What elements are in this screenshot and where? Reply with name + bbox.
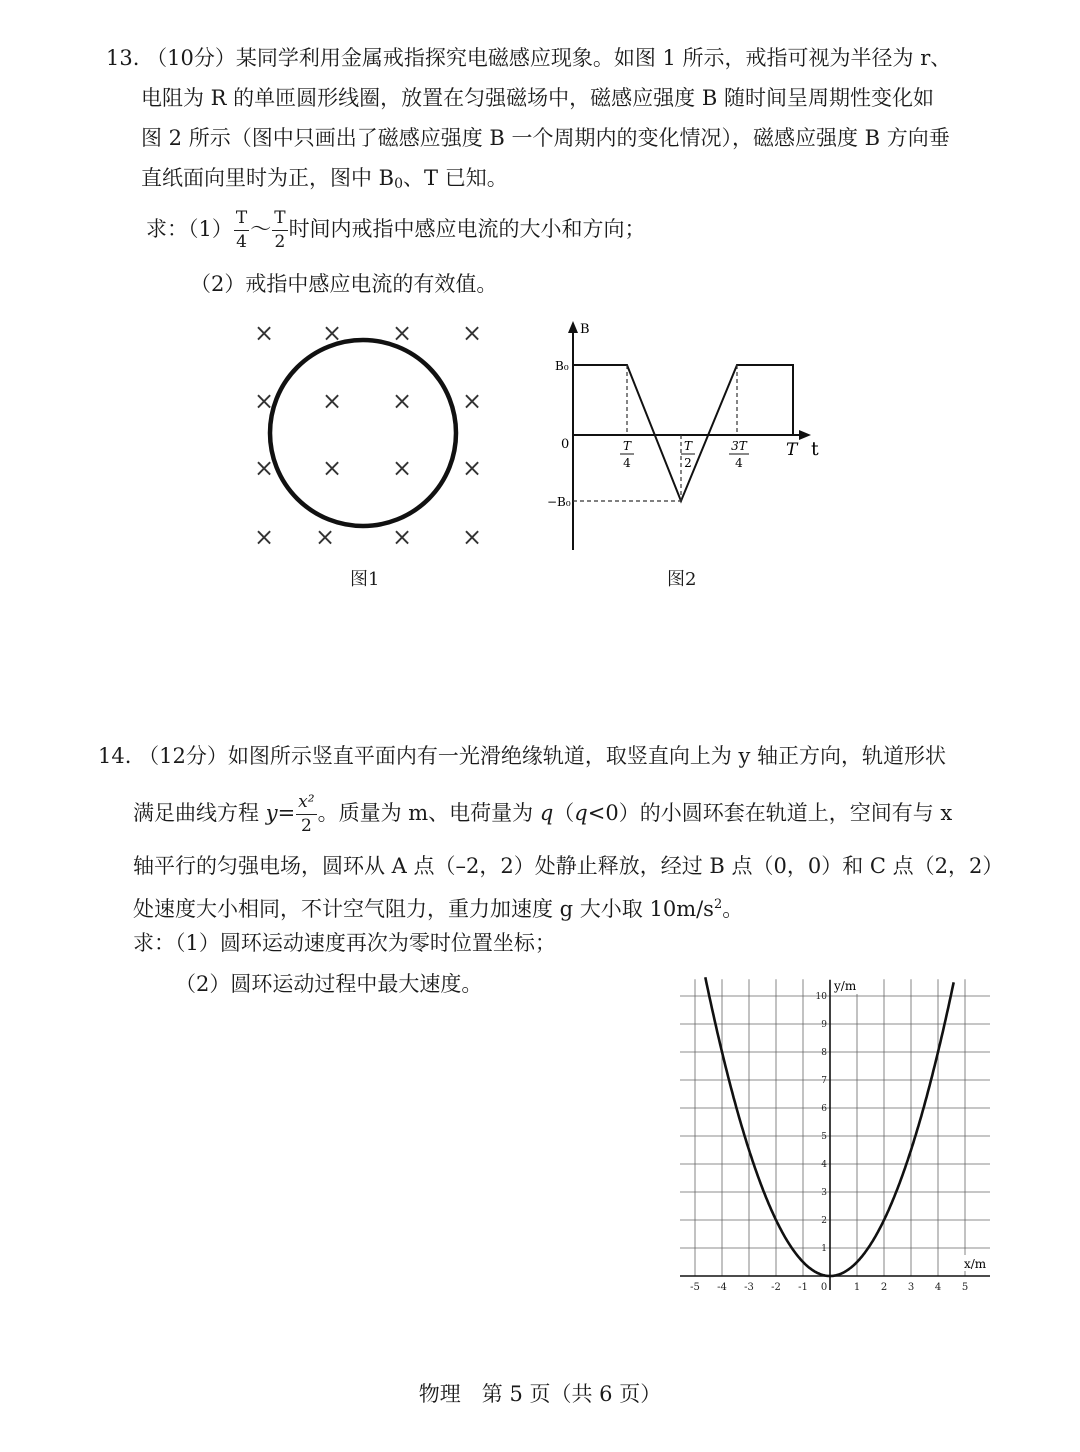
page-footer: 物理 第 5 页（共 6 页）	[418, 1382, 662, 1406]
y-tick-label: 3	[821, 1188, 827, 1198]
x-tick-label: -4	[717, 1282, 727, 1293]
fig2-x-label: t	[811, 438, 819, 460]
fig2-y-arrow	[568, 321, 578, 333]
q13-line-2: 电阻为 R 的单匝圆形线圈，放置在匀强磁场中，磁感应强度 B 随时间呈周期性变化如	[141, 86, 934, 110]
field-cross-mark: ×	[461, 523, 483, 551]
q14-superscript: 2	[713, 897, 723, 912]
graph-x-label: x/m	[964, 1257, 987, 1271]
field-cross-mark: ×	[253, 319, 275, 347]
field-cross-mark: ×	[391, 319, 413, 347]
fig2-y-label: B	[580, 322, 590, 337]
q13-b0-subscript: 0	[394, 176, 404, 192]
q14-text-1: 如图所示竖直平面内有一光滑绝缘轨道，取竖直向上为 y 轴正方向，轨道形状	[227, 744, 947, 768]
fig2-neg-b0-label: −B₀	[547, 495, 571, 509]
field-cross-mark: ×	[461, 387, 483, 415]
x-tick-label: -5	[690, 1282, 700, 1293]
field-cross-mark: ×	[461, 319, 483, 347]
graph-y-label: y/m	[834, 979, 857, 993]
y-tick-label: 5	[821, 1132, 827, 1142]
x-tick-label: -1	[798, 1282, 808, 1293]
q14-eq-fraction	[296, 794, 316, 835]
q14-line-1	[98, 742, 946, 770]
q14-text-2b: 。质量为 m、电荷量为	[317, 801, 540, 825]
y-tick-label: 4	[821, 1160, 827, 1170]
q14-ask-2: （2）圆环运动过程中最大速度。	[175, 972, 483, 996]
q13-tilde: ～	[250, 217, 272, 241]
frac-numerator: T	[234, 210, 249, 231]
q13-ask-prefix: 求：（1）	[146, 217, 233, 241]
field-cross-mark: ×	[314, 523, 336, 551]
x-tick-label: 3	[907, 1282, 915, 1293]
field-cross-mark: ×	[391, 454, 413, 482]
q14-score: （12分）	[138, 744, 228, 768]
x-tick-label: 1	[853, 1282, 861, 1293]
q14-text-2a: 满足曲线方程	[133, 801, 266, 825]
figure-2-caption: 图2	[667, 569, 697, 590]
fig2-tick-t2-num: T	[683, 439, 693, 453]
fig2-b0-label: B₀	[555, 359, 569, 373]
q14-line-3: 轴平行的匀强电场，圆环从 A 点（–2，2）处静止释放，经过 B 点（0，0）和 C 点（2，2）	[133, 854, 1004, 878]
x-tick-label: 2	[880, 1282, 888, 1293]
y-tick-label: 6	[821, 1104, 827, 1114]
frac-numerator: x²	[296, 794, 316, 815]
q14-number: 14.	[98, 744, 132, 768]
fig2-origin: 0	[561, 437, 570, 452]
field-cross-mark: ×	[321, 319, 343, 347]
fig2-tick-t: T	[786, 440, 798, 460]
fig2-tick-t2-den: 2	[684, 456, 692, 470]
y-tick-label: 8	[821, 1048, 827, 1058]
q14-q-var: q	[539, 801, 554, 825]
q14-eq-equals: =	[277, 801, 296, 825]
ring-circle	[270, 340, 456, 526]
q14-q-cond: q	[574, 801, 588, 825]
q13-score: （10分）	[146, 46, 236, 70]
q13-text-4a: 直纸面向里时为正，图中 B	[141, 166, 395, 190]
field-cross-mark: ×	[253, 523, 275, 551]
figure-2-bt-graph	[535, 315, 835, 560]
field-cross-mark: ×	[321, 387, 343, 415]
x-tick-label: 4	[934, 1282, 942, 1293]
parabola-graph	[672, 972, 1002, 1302]
q13-ask-2: （2）戒指中感应电流的有效值。	[190, 272, 498, 296]
q13-text-1: 某同学利用金属戒指探究电磁感应现象。如图 1 所示，戒指可视为半径为 r、	[235, 46, 952, 70]
q13-ask-1-text: 时间内戒指中感应电流的大小和方向；	[288, 217, 646, 241]
field-cross-mark: ×	[253, 387, 275, 415]
q13-ask-1	[146, 210, 646, 251]
field-cross-mark: ×	[461, 454, 483, 482]
fig2-tick-t4-den: 4	[623, 456, 631, 470]
q14-line-2	[133, 793, 952, 835]
frac-denominator: 4	[236, 232, 247, 252]
fig2-x-arrow	[799, 430, 811, 440]
field-cross-mark: ×	[391, 523, 413, 551]
x-tick-label: 0	[820, 1282, 828, 1293]
field-cross-mark: ×	[321, 454, 343, 482]
x-tick-label: -3	[744, 1282, 754, 1293]
q14-text-2d: <0）的小圆环套在轨道上，空间有与 x	[587, 801, 953, 825]
fig2-tick-t4-num: T	[622, 439, 632, 453]
q13-fraction-t2	[272, 210, 287, 251]
q14-line-4	[133, 891, 743, 923]
field-cross-mark: ×	[253, 454, 275, 482]
fig2-tick-3t4-den: 4	[735, 456, 743, 470]
q13-fraction-t4	[234, 210, 249, 251]
q13-line-4	[141, 164, 508, 198]
figure-1-caption: 图1	[350, 569, 380, 590]
field-cross-mark: ×	[391, 387, 413, 415]
q13-line-3: 图 2 所示（图中只画出了磁感应强度 B 一个周期内的变化情况），磁感应强度 B 方向垂	[141, 126, 950, 150]
q13-line-1	[106, 44, 951, 72]
frac-denominator: 2	[300, 816, 312, 836]
figure-1-ring-field	[240, 315, 500, 565]
q14-text-4a: 处速度大小相同，不计空气阻力，重力加速度 g 大小取 10m/s	[133, 897, 714, 921]
y-tick-label: 1	[821, 1244, 827, 1254]
y-tick-label: 7	[821, 1076, 827, 1086]
q14-text-2c: （	[553, 801, 575, 825]
y-tick-label: 9	[821, 1020, 827, 1030]
frac-numerator: T	[272, 210, 287, 231]
x-tick-label: -2	[771, 1282, 781, 1293]
y-tick-label: 2	[821, 1216, 827, 1226]
q14-text-4b: 。	[722, 897, 744, 921]
q14-ask-1: 求：（1）圆环运动速度再次为零时位置坐标；	[133, 931, 556, 955]
x-tick-label: 5	[961, 1282, 969, 1293]
fig2-b-waveform	[573, 365, 793, 501]
frac-denominator: 2	[274, 232, 286, 252]
q14-eq-y: y	[265, 801, 278, 825]
q13-text-4b: 、T 已知。	[403, 166, 508, 190]
y-tick-label: 10	[815, 992, 827, 1002]
q13-number: 13.	[106, 46, 140, 70]
fig2-tick-3t4-num: 3T	[731, 439, 747, 453]
